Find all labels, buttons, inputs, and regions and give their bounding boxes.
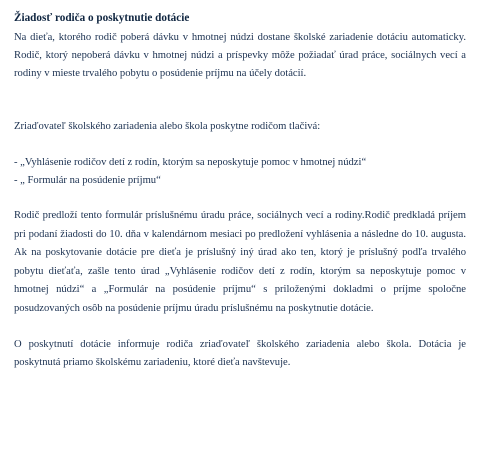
spacer — [14, 83, 466, 118]
procedure-paragraph: Rodič predloží tento formulár príslušnému úradu práce, sociálnych vecí a rodiny.Rodič predkladá príjem pri podaní žiadosti do 10. dňa v kalendárnom mesiaci po predložení vyhlásenia a následne do 10. augusta. Ak na poskytovanie dotácie pre dieťa je príslušný iný úrad ako ten, ktorý je príslušný podľa trvalého pobytu dieťaťa, zašle tento úrad „Vyhlásenie rodičov detí z rodín, ktorým sa neposkytuje pomoc v hmotnej núdzi“ a „Formulár na posúdenie príjmu“ s priloženými dokladmi o príjme spoločne posudzovaných osôb na posúdenie príjmu úradu príslušnému na poskytnutie dotácie. — [14, 210, 466, 314]
document — [14, 10, 466, 372]
intro-paragraph: Na dieťa, ktorého rodič poberá dávku v hmotnej núdzi dostane školské zariadenie dotáciu automaticky. Rodič, ktorý nepoberá dávku v hmotnej núdzi a príspevky môže požiadať úrad práce, sociálnych vecí a rodiny v mieste trvalého pobytu o posúdenie príjmu na účely dotácií. — [14, 32, 466, 79]
document-title: Žiadosť rodiča o poskytnutie dotácie — [14, 12, 190, 24]
list-item: - „ Formulár na posúdenie príjmu“ — [14, 175, 161, 186]
forms-list — [14, 154, 466, 190]
list-item: - „Vyhlásenie rodičov detí z rodín, ktorým sa neposkytuje pomoc v hmotnej núdzi“ — [14, 157, 367, 168]
forms-intro-paragraph: Zriaďovateľ školského zariadenia alebo škola poskytne rodičom tlačivá: — [14, 121, 321, 132]
spacer — [14, 136, 466, 154]
spacer — [14, 190, 466, 207]
spacer — [14, 318, 466, 336]
outcome-paragraph: O poskytnutí dotácie informuje rodiča zriaďovateľ školského zariadenia alebo škola. Dotácia je poskytnutá priamo školskému zariadeniu, ktoré dieťa navštevuje. — [14, 339, 466, 368]
